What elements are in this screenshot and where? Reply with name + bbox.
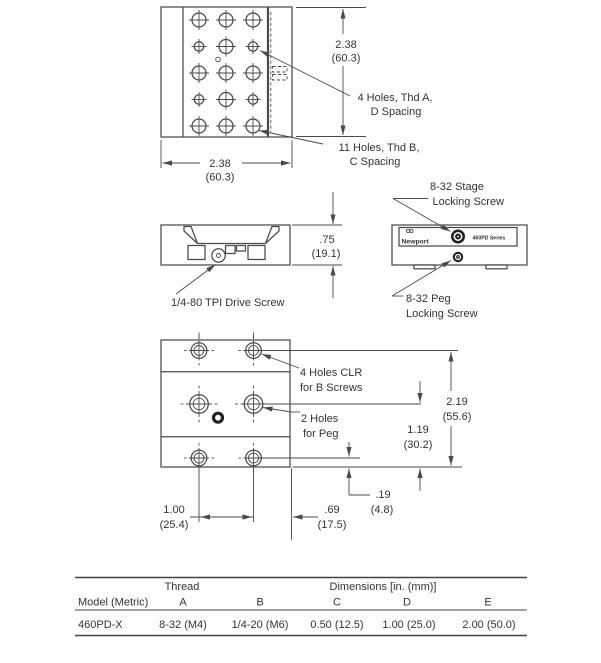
dim-19-in: .19 <box>375 489 391 501</box>
table-cell-c: 0.50 (12.5) <box>310 619 364 631</box>
dim-height-in: 2.38 <box>335 39 357 51</box>
dim-2-19-mm: (55.6) <box>442 411 472 423</box>
dim-side-height-mm: (19.1) <box>311 248 341 260</box>
label-stage-screw-line2: Locking Screw <box>432 196 505 208</box>
label-clr-line1: 4 Holes CLR <box>300 367 363 379</box>
dim-width-in: 2.38 <box>209 158 231 170</box>
front-view <box>392 225 527 269</box>
table-col-d: D <box>403 596 411 609</box>
table-cell-b: 1/4-20 (M6) <box>231 619 289 631</box>
dim-1-00-in: 1.00 <box>163 504 185 516</box>
side-view <box>161 225 290 265</box>
table-col-c: C <box>333 596 341 609</box>
table-cell-model: 460PD-X <box>78 619 123 631</box>
dim-19-mm: (4.8) <box>370 504 394 516</box>
dim-69-mm: (17.5) <box>317 519 347 531</box>
label-peg-screw-line1: 8-32 Peg <box>406 293 451 305</box>
top-view-height-dimension <box>296 8 366 137</box>
label-drive-screw-text: 1/4-80 TPI Drive Screw <box>171 297 285 309</box>
dim-1-00-mm: (25.4) <box>159 519 189 531</box>
label-peg-holes-line1: 2 Holes <box>301 413 339 425</box>
label-stage-locking-screw <box>393 181 504 232</box>
table-group-header-dimensions: Dimensions [in. (mm)] <box>329 581 437 593</box>
table-row <box>78 619 516 631</box>
table-cell-a: 8-32 (M4) <box>159 619 207 631</box>
top-view-width-dimension <box>161 140 292 184</box>
dim-69-in: .69 <box>324 504 340 516</box>
label-drive-screw <box>171 265 285 310</box>
label-thd-b-line1: 11 Holes, Thd B, <box>338 142 420 154</box>
brand-label: Newport <box>401 238 429 246</box>
dim-2-19-in: 2.19 <box>446 396 468 408</box>
dim-height-mm: (60.3) <box>331 52 361 65</box>
table-col-b: B <box>256 596 264 609</box>
drive-screw-icon <box>212 249 225 262</box>
table-col-e: E <box>484 596 492 609</box>
label-stage-screw-line1: 8-32 Stage <box>430 181 484 193</box>
label-peg-holes-line2: for Peg <box>303 428 339 440</box>
table-cell-d: 1.00 (25.0) <box>382 619 436 631</box>
dim-width-mm: (60.3) <box>205 171 235 184</box>
dim-1-19-mm: (30.2) <box>403 439 433 451</box>
label-thd-a-line2: D Spacing <box>370 106 422 118</box>
label-peg-screw-line2: Locking Screw <box>406 308 478 320</box>
stage-locking-screw-icon <box>451 230 465 244</box>
spec-table <box>75 578 527 636</box>
dim-side-height-in: .75 <box>319 234 335 246</box>
side-view-height-dimension <box>292 192 342 298</box>
label-thd-b-line2: C Spacing <box>349 156 401 168</box>
stage-foot-right <box>248 246 265 260</box>
label-clr-line2: for B Screws <box>300 382 363 394</box>
peg-locking-screw-icon <box>453 252 463 262</box>
stage-foot-left <box>188 246 205 260</box>
dim-1-19-in: 1.19 <box>407 424 429 436</box>
series-label: 460PD Series <box>472 235 506 242</box>
table-group-header-thread: Thread <box>164 581 200 593</box>
table-cell-e: 2.00 (50.0) <box>462 619 516 631</box>
top-view <box>161 7 292 137</box>
label-thd-a-line1: 4 Holes, Thd A, <box>357 92 433 104</box>
table-col-model: Model (Metric) <box>78 596 149 609</box>
table-col-a: A <box>179 596 187 609</box>
